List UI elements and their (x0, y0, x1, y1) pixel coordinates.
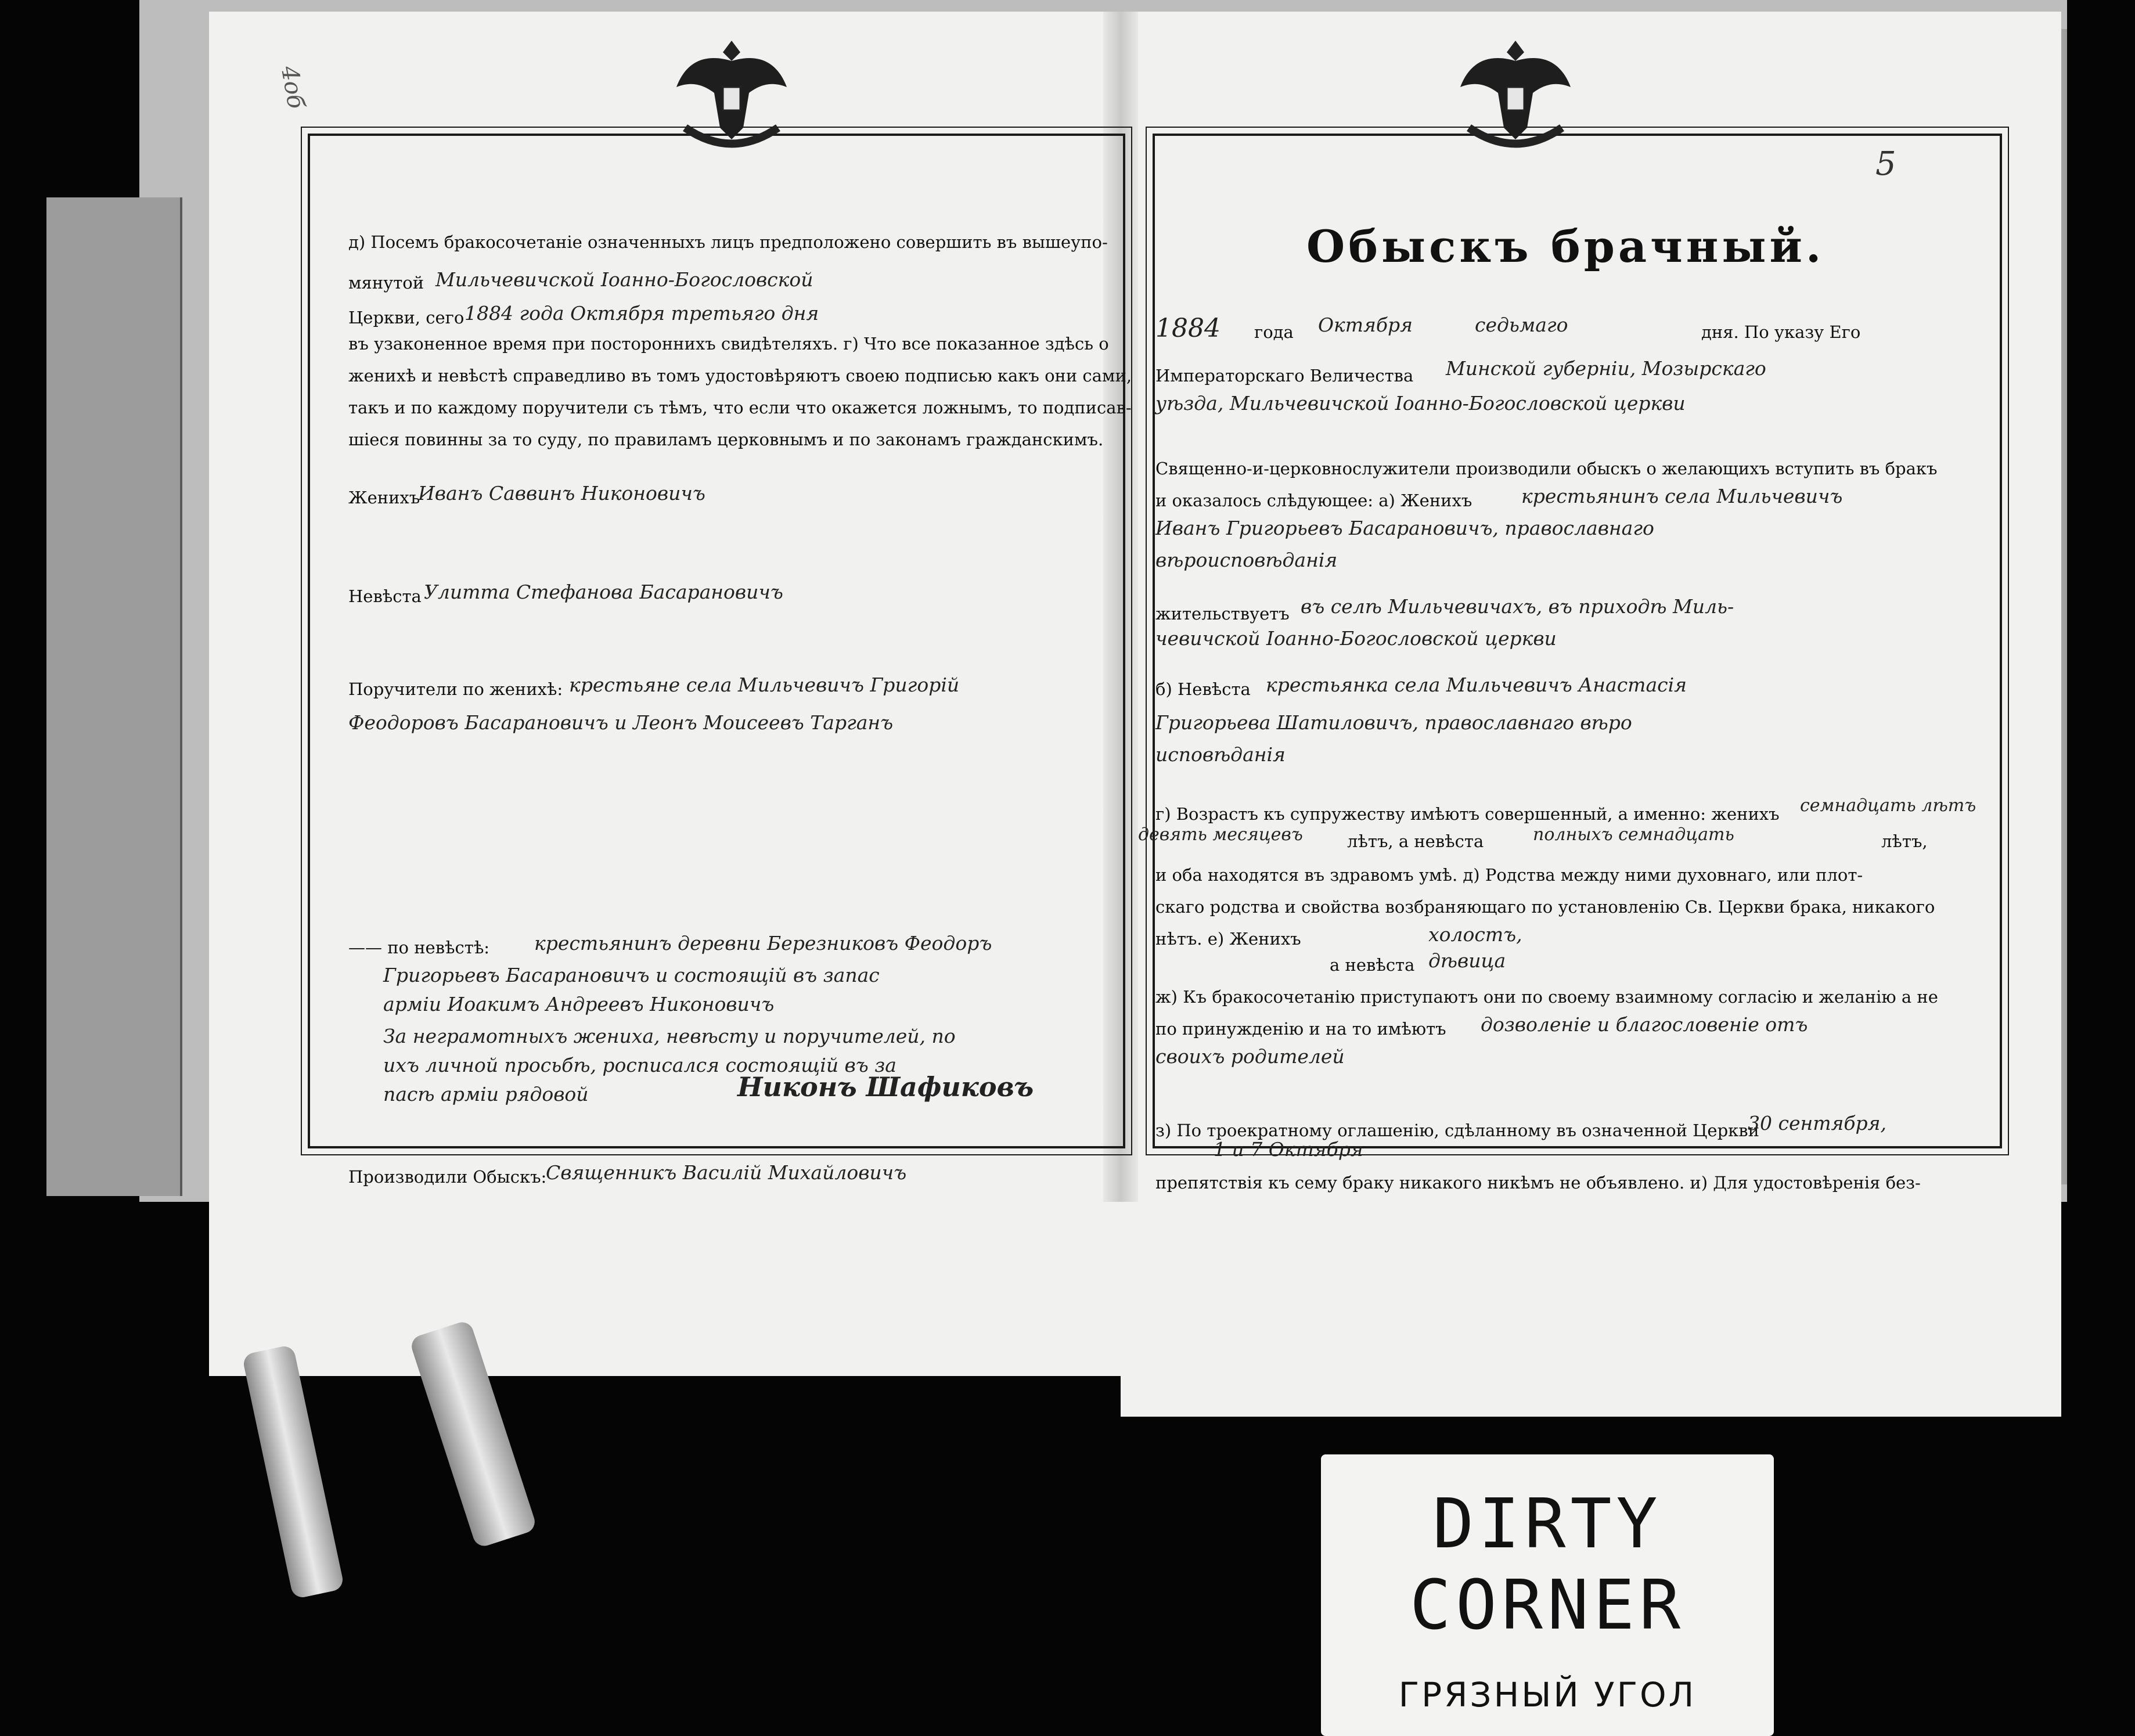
right-line-14a: лѣтъ, а невѣста (1347, 831, 1484, 851)
hw-bride: Улитта Стефанова Басарановичъ (424, 581, 783, 603)
card-line-dirty: DIRTY (1432, 1483, 1662, 1564)
hw-illiterate-2: ихъ личной просьбѣ, росписался состоящiй въ за (383, 1054, 897, 1076)
hw-r-l7: вѣроисповѣданiя (1155, 549, 1338, 571)
binder-clip-left (242, 1344, 344, 1599)
dirty-corner-card (1321, 1454, 1774, 1736)
label-bride-guarantors: —— по невѣстѣ: (348, 938, 490, 957)
hw-r-l2: Минской губернiи, Мозырскаго (1446, 357, 1766, 380)
right-line-1: дня. По указу Его (1701, 322, 1861, 342)
hw-r-l22: 30 сентября, (1748, 1112, 1886, 1134)
hw-r-l18: дѣвица (1428, 949, 1506, 972)
hw-bride-guarantors-2: Григорьевъ Басарановичъ и состоящiй въ запас (383, 964, 880, 986)
page-number: 5 (1875, 145, 1896, 183)
right-line-22: з) По троекратному оглашенiю, сдѣланному въ означенной Церкви (1155, 1121, 1759, 1140)
card-line-corner: CORNER (1409, 1565, 1686, 1645)
label-bride: Невѣста (348, 586, 422, 606)
right-line-20: по принужденiю и на то имѣютъ (1155, 1019, 1446, 1039)
hw-r-l13: семнадцать лѣтъ (1800, 795, 1976, 816)
right-line-10: б) Невѣста (1155, 679, 1251, 699)
right-line-2: Императорскаго Величества (1155, 366, 1414, 386)
hw-illiterate-3: пасѣ армiи рядовой (383, 1083, 589, 1105)
imperial-eagle-emblem-left (668, 29, 795, 157)
hw-r-l6b: Иванъ Григорьевъ Басарановичъ, православнаго (1155, 517, 1654, 539)
left-line-5: женихѣ и невѣстѣ справедливо въ томъ удостовѣряютъ своею подписью какъ они сами, (348, 366, 1132, 386)
hw-year: 1884 (1155, 314, 1220, 343)
right-line-16: скаго родства и свойства возбраняющаго по установленiю Св. Церкви брака, никакого (1155, 897, 1935, 917)
label-groom: Женихъ (348, 488, 420, 507)
left-line-4: въ узаконенное время при постороннихъ свидѣтеляхъ. г) Что все показанное здѣсь о (348, 334, 1109, 354)
hw-r-l23: 1 и 7 Октября (1214, 1138, 1363, 1161)
hw-r-l14a: девять месяцевъ (1138, 824, 1303, 845)
side-page-number: 4об (275, 64, 309, 111)
hw-r-l6: крестьянинъ села Мильчевичъ (1521, 485, 1843, 507)
hw-date: 1884 года Октября третьяго дня (465, 302, 819, 325)
label-groom-guarantors: Поручители по женихѣ: (348, 679, 563, 699)
right-line-13: г) Возрастъ къ супружеству имѣютъ совершенный, а именно: женихъ (1155, 804, 1780, 824)
hw-r-l9: чевичской Iоанно-Богословской церкви (1155, 627, 1557, 650)
right-line-17: нѣтъ. е) Женихъ (1155, 929, 1301, 949)
left-line-3: Церкви, сего (348, 308, 465, 327)
right-line-5: и оказалось слѣдующее: а) Женихъ (1155, 491, 1472, 510)
hw-r-l21: своихъ родителей (1155, 1045, 1345, 1068)
right-page-lower (1121, 1202, 2061, 1417)
hw-r-l8: въ селѣ Мильчевичахъ, въ приходѣ Миль- (1301, 595, 1734, 618)
hw-r-l3: уѣзда, Мильчевичской Iоанно-Богословской церкви (1155, 392, 1686, 415)
hw-r-l17: холостъ, (1428, 923, 1522, 946)
hw-groom: Иванъ Саввинъ Никоновичъ (418, 482, 705, 505)
hw-groom-guarantors-2: Феодоровъ Басарановичъ и Леонъ Моисеевъ Тарганъ (348, 711, 894, 734)
left-line-6: такъ и по каждому поручители съ тѣмъ, что если что окажется ложнымъ, то подписав- (348, 398, 1132, 417)
hw-day: седьмаго (1475, 314, 1568, 336)
grey-backing-strip (46, 197, 182, 1196)
hw-r-l10: крестьянка села Мильчевичъ Анастасiя (1266, 673, 1687, 696)
hw-r-l11: Григорьева Шатиловичъ, православнаго вѣро (1155, 711, 1632, 734)
hw-month: Октября (1318, 314, 1413, 336)
right-line-15: и оба находятся въ здравомъ умѣ. д) Родства между ними духовнаго, или плот- (1155, 865, 1863, 885)
hw-r-l12: исповѣданiя (1155, 743, 1286, 766)
hw-groom-guarantors-1: крестьяне села Мильчевичъ Григорiй (569, 673, 960, 696)
right-line-24: препятствiя къ сему браку никакого никѣмъ не объявлено. и) Для удостовѣренiя без- (1155, 1173, 1921, 1193)
right-line-19: ж) Къ бракосочетанiю приступаютъ они по своему взаимному согласiю и желанiю а не (1155, 987, 1938, 1007)
hw-searchers-1: Священникъ Василiй Михайловичъ (546, 1161, 907, 1184)
hw-church: Мильчевичской Iоанно-Богословской (435, 268, 813, 291)
card-line-russian: ГРЯЗНЫЙ УГОЛ (1398, 1675, 1697, 1715)
left-line-1: д) Посемъ бракосочетанiе означенныхъ лицъ предположено совершить въ вышеупо- (348, 232, 1108, 252)
hw-illiterate-1: За неграмотныхъ жениха, невѣсту и поручителей, по (383, 1025, 956, 1047)
right-line-14b: лѣтъ, (1881, 831, 1928, 851)
left-line-7: шiеся повинны за то суду, по правиламъ церковнымъ и по законамъ гражданскимъ. (348, 430, 1104, 449)
imperial-eagle-emblem-right (1452, 29, 1579, 157)
left-line-2: мянутой (348, 273, 424, 293)
right-line-8: жительствуетъ (1155, 604, 1290, 624)
document-title: Обыскъ брачный. (1306, 221, 1825, 272)
right-goda: года (1254, 322, 1294, 342)
right-line-4: Священно-и-церковнослужители производили обыскъ о желающихъ вступить въ бракъ (1155, 459, 1938, 478)
left-page-lower (209, 1202, 1121, 1376)
hw-bride-guarantors-3: армiи Иоакимъ Андреевъ Никоновичъ (383, 993, 775, 1015)
signature: Никонъ Шафиковъ (737, 1071, 1034, 1103)
label-searchers: Производили Обыскъ: (348, 1167, 547, 1187)
hw-r-l14b: полныхъ семнадцать (1533, 824, 1734, 845)
right-line-18: а невѣста (1330, 955, 1415, 975)
hw-bride-guarantors-1: крестьянинъ деревни Березниковъ Феодоръ (534, 932, 992, 955)
hw-r-l20: дозволенiе и благословенiе отъ (1481, 1013, 1808, 1036)
